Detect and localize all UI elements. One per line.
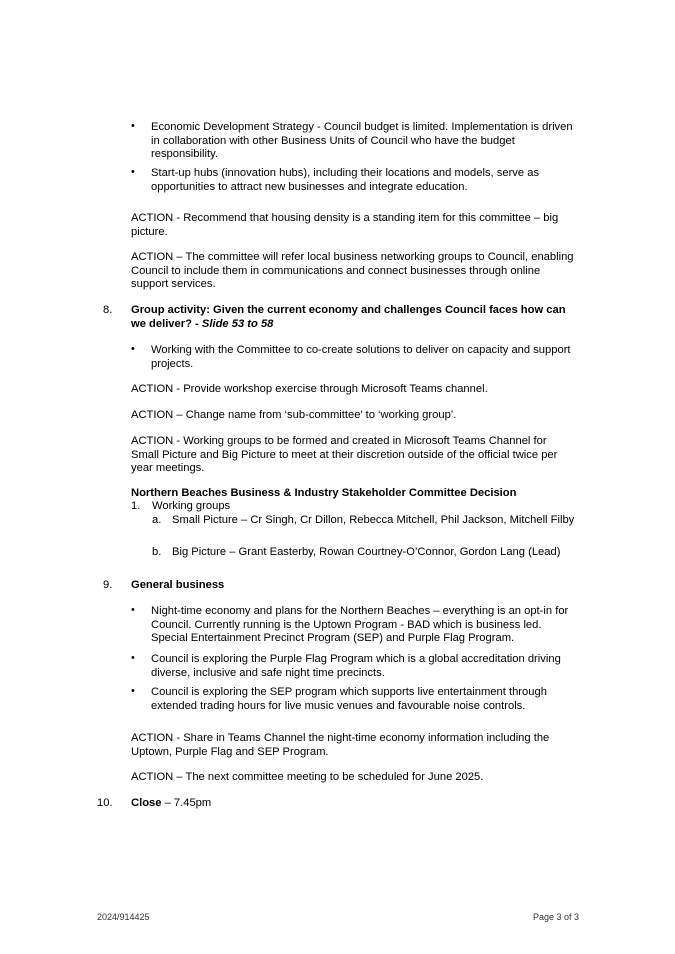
item-number: 10. [97, 797, 113, 809]
slide-reference: Slide 53 to 58 [201, 317, 274, 330]
bullet-text: Start-up hubs (innovation hubs), including their locations and models, serve as opportunities to attract new businesses and integrate education. [151, 167, 540, 193]
bullet-text: Working with the Committee to co-create solutions to deliver on capacity and support projects. [151, 344, 571, 370]
bullet-marker: • [131, 343, 135, 355]
item-heading [131, 304, 577, 331]
decision-item: Working groups [152, 500, 231, 512]
bullet-marker: • [131, 652, 135, 664]
sub-item-text: Big Picture – Grant Easterby, Rowan Courtney-O’Connor, Gordon Lang (Lead) [172, 546, 561, 558]
sub-item-label: a. [152, 514, 162, 526]
sub-item-text: Small Picture – Cr Singh, Cr Dillon, Rebecca Mitchell, Phil Jackson, Mitchell Filby [172, 514, 575, 526]
action-item: ACTION – The committee will refer local business networking groups to Council, enabling Council to include them in communications and connect businesses through online support services. [131, 251, 574, 290]
bullet-marker: • [131, 166, 135, 178]
action-item: ACTION - Working groups to be formed and created in Microsoft Teams Channel for Small Picture and Big Picture to meet at their discretion outside of the official twice per year meetings. [131, 435, 558, 474]
action-item: ACTION – The next committee meeting to be scheduled for June 2025. [131, 771, 484, 783]
bullet-marker: • [131, 120, 135, 132]
bullet-text: Economic Development Strategy - Council budget is limited. Implementation is driven in collaboration with other Business Units of Council who have the budget responsibility. [151, 121, 573, 160]
action-item: ACTION - Share in Teams Channel the night-time economy information including the Uptown, Purple Flag and SEP Program. [131, 732, 550, 758]
bullet-text: Council is exploring the Purple Flag Program which is a global accreditation driving diverse, inclusive and safe night time precincts. [151, 653, 561, 679]
item-title: Close [131, 797, 162, 809]
bullet-marker: • [131, 604, 135, 616]
bullet-marker: • [131, 685, 135, 697]
item-number: 8. [103, 304, 113, 316]
action-item: ACTION - Recommend that housing density is a standing item for this committee – big picture. [131, 212, 559, 238]
bullet-text: Night-time economy and plans for the Northern Beaches – everything is an opt-in for Council. Currently running is the Uptown Program - BAD which is business led. Special Entertainment Precinct Program (SEP) and Purple Flag Program. [151, 605, 569, 644]
decision-number: 1. [131, 500, 141, 512]
decision-heading: Northern Beaches Business & Industry Stakeholder Committee Decision [131, 487, 517, 499]
item-title: Group activity: Given the current economy and challenges Council faces how can we deliver? - [131, 304, 566, 330]
item-number: 9. [103, 579, 113, 591]
item-title: General business [131, 579, 225, 591]
document-reference: 2024/914425 [97, 912, 150, 922]
bullet-text: Council is exploring the SEP program which supports live entertainment through extended trading hours for live music venues and favourable noise controls. [151, 686, 547, 712]
item-heading [131, 797, 577, 811]
sub-item-label: b. [152, 546, 162, 558]
item-time: – 7.45pm [161, 797, 212, 809]
action-item: ACTION - Provide workshop exercise through Microsoft Teams channel. [131, 383, 488, 395]
action-item: ACTION – Change name from ‘sub-committee’ to ‘working group’. [131, 409, 457, 421]
page-number: Page 3 of 3 [532, 912, 579, 922]
